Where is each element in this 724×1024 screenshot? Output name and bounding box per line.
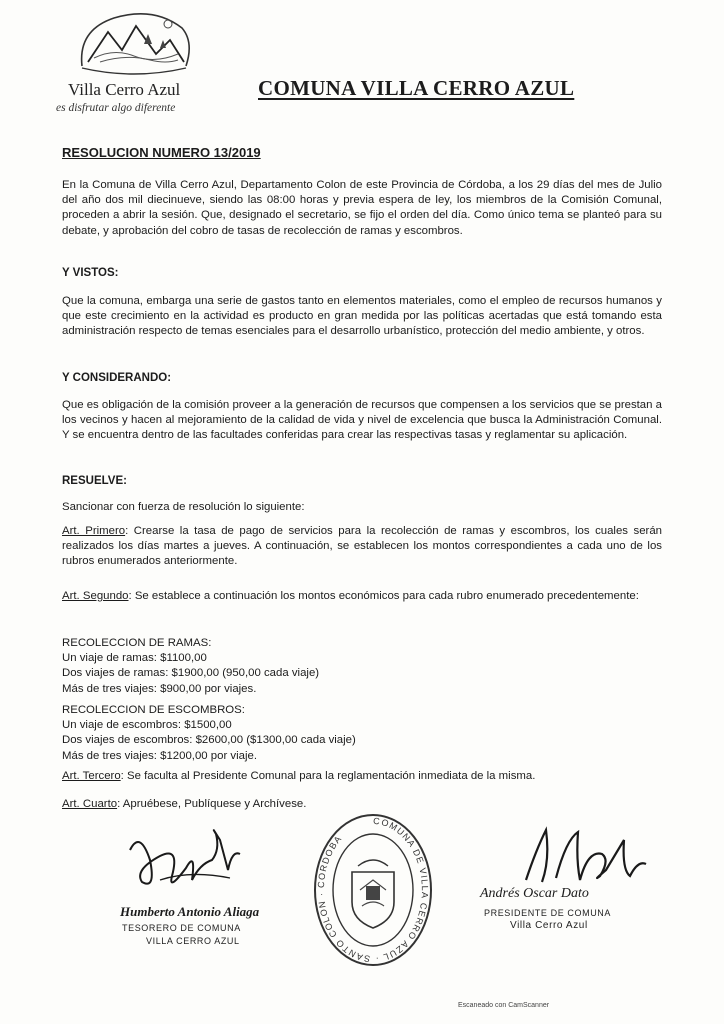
- escombros-line: Más de tres viajes: $1200,00 por viaje.: [62, 749, 258, 762]
- article-label: Art. Segundo: [62, 590, 129, 602]
- handwritten-signature-icon: [506, 820, 656, 890]
- considerando-paragraph: Que es obligación de la comisión proveer a la generación de recursos que compensen a los servicios que se prestan a los vecinos y hacen al mejoramiento de la calidad de vida y nivel de excelencia que busca la Administración Comunal. Y se encuentra dentro de las facultades conferidas para crear las respectivas tasas y reglamentar su aplicación.: [62, 399, 662, 442]
- comuna-logo: [56, 10, 204, 122]
- escombros-block: [62, 703, 662, 764]
- seal-emblem-icon: [310, 810, 436, 970]
- ramas-block: [62, 636, 662, 697]
- article-primero: [62, 524, 662, 570]
- president-role: PRESIDENTE DE COMUNA: [484, 908, 612, 918]
- treasurer-role: TESORERO DE COMUNA: [122, 923, 241, 933]
- article-label: Art. Primero: [62, 525, 126, 537]
- article-tercero: [62, 769, 662, 784]
- article-text: : Crearse la tasa de pago de servicios para la recolección de ramas y escombros, los cuales serán realizados los días martes a jueves. A continuación, se establecen los montos correspondientes a cada uno de los rubros enumerados anteriormente.: [62, 525, 662, 568]
- logo-name: Villa Cerro Azul: [68, 80, 181, 99]
- seal-text: COMUNA DE VILLA CERRO AZUL · SANTO COLON · CORDOBA: [315, 815, 430, 965]
- vistos-paragraph: Que la comuna, embarga una serie de gastos tanto en elementos materiales, como el empleo de recursos humanos y que este crecimiento en la actividad es producto en gran medida por las políticas acertadas que está tomando esta administración respecto de temas esenciales para el desarrollo urbanístico, protección del medio ambiente, y otros.: [62, 295, 662, 338]
- treasurer-signature-block: [100, 820, 300, 960]
- president-name: Andrés Oscar Dato: [480, 886, 589, 901]
- resolution-number: RESOLUCION NUMERO 13/2019: [62, 145, 261, 160]
- considerando-heading: Y CONSIDERANDO:: [62, 372, 172, 384]
- article-text: : Se faculta al Presidente Comunal para la reglamentación inmediata de la misma.: [120, 770, 536, 782]
- article-label: Art. Cuarto: [62, 798, 118, 810]
- resuelve-intro: Sancionar con fuerza de resolución lo siguiente:: [62, 501, 305, 513]
- president-place: Villa Cerro Azul: [510, 920, 588, 931]
- handwritten-signature-icon: [120, 820, 250, 900]
- treasurer-name: Humberto Antonio Aliaga: [120, 904, 260, 919]
- ramas-line: Dos viajes de ramas: $1900,00 (950,00 cada viaje): [62, 667, 320, 680]
- ramas-heading: RECOLECCION DE RAMAS:: [62, 637, 212, 649]
- article-label: Art. Tercero: [62, 770, 121, 782]
- treasurer-place: VILLA CERRO AZUL: [146, 936, 240, 946]
- intro-paragraph: En la Comuna de Villa Cerro Azul, Departamento Colon de este Provincia de Córdoba, a los 29 días del mes de Julio del año dos mil diecinueve, siendo las 08:00 horas y previa espera de ley, los miembros de la Comisión Comunal, proceden a abrir la sesión. Que, designado el secretario, se fijo el orden del día. Como único tema se planteó para su debate, y aprobación del cobro de tasas de recolección de ramas y escombros.: [62, 179, 662, 237]
- ramas-line: Más de tres viajes: $900,00 por viajes.: [62, 682, 257, 695]
- escombros-line: Un viaje de escombros: $1500,00: [62, 719, 232, 732]
- vistos-heading: Y VISTOS:: [62, 267, 119, 279]
- ramas-line: Un viaje de ramas: $1100,00: [62, 652, 207, 665]
- article-text: : Se establece a continuación los montos económicos para cada rubro enumerado precedentemente:: [128, 590, 639, 602]
- scanner-footer: Escaneado con CamScanner: [458, 1002, 550, 1009]
- mountain-landscape-logo-icon: [74, 10, 194, 82]
- article-text: : Apruébese, Publíquese y Archívese.: [117, 798, 307, 810]
- article-segundo: [62, 589, 662, 604]
- escombros-heading: RECOLECCION DE ESCOMBROS:: [62, 704, 245, 716]
- escombros-line: Dos viajes de escombros: $2600,00 ($1300,00 cada viaje): [62, 734, 356, 747]
- logo-tagline: es disfrutar algo diferente: [56, 102, 176, 114]
- official-seal: [310, 810, 436, 970]
- president-signature-block: [466, 820, 666, 940]
- resuelve-heading: RESUELVE:: [62, 475, 127, 487]
- document-title: COMUNA VILLA CERRO AZUL: [258, 76, 575, 100]
